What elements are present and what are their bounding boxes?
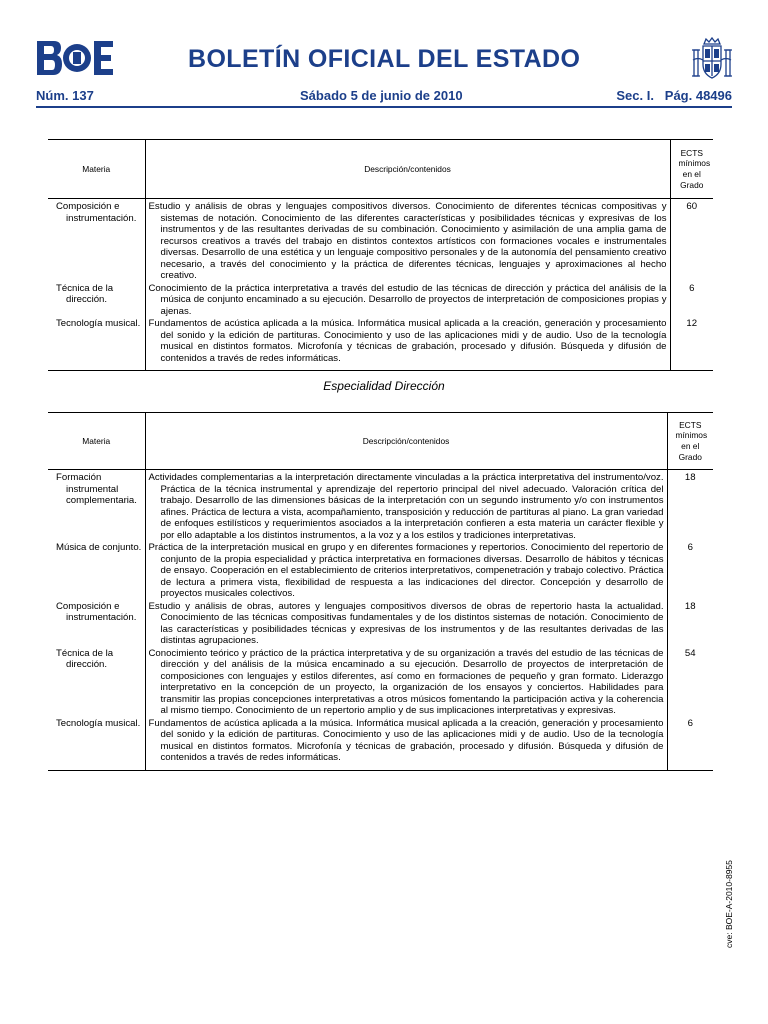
section-heading: Especialidad Dirección	[323, 379, 445, 393]
row-ects: 60	[686, 201, 698, 212]
row-ects: 6	[687, 542, 693, 553]
row-descripcion: Estudio y análisis de obras y lenguajes compositivos diversos. Conocimiento de diferentes técnicas compositivas y sistemas de notación. Conocimiento de las diferentes características y posibilidades técnicas y expresivas de los instrumentos y de las resultantes derivadas de su combinación. Conocimiento y asimilación de una amplia gama de recursos creativos a través del trabajo en distintos contextos artísticos con formaciones vocales e instrumentales diversas. Desarrollo de una estética y un lenguaje compositivo personales y de la autonomía del pensamiento creativo necesario, a través del conocimiento y la práctica de diferentes técnicas, lenguajes y aproximaciones al hecho creativo.	[148, 201, 667, 281]
row-materia: Formación instrumental complementaria.	[56, 472, 137, 506]
row-materia: Música de conjunto.	[56, 542, 142, 553]
issue-meta-row	[36, 88, 732, 106]
table-row	[48, 199, 713, 283]
column-header-descripcion: Descripción/contenidos	[145, 140, 670, 199]
row-materia: Tecnología musical.	[56, 318, 141, 329]
coat-of-arms-icon	[690, 36, 734, 84]
header-rule	[36, 106, 732, 108]
row-descripcion: Práctica de la interpretación musical en grupo y en diferentes formaciones y repertorios. Conocimiento del repertorio de conjunto de la propia especialidad y práctica interpretativa en formaciones diversas. Desarrollo de hábitos y técnicas de ensayo. Cooperación en el establecimiento de criterios interpretativos, compenetración y trabajo colectivo. Práctica de lectura a primera vista, flexibilidad de respuesta a las indicaciones del director. Concepción y desarrollo de proyectos musicales colectivos.	[148, 542, 664, 599]
row-descripcion: Actividades complementarias a la interpretación directamente vinculadas a la práctica interpretativa del instrumento/voz. Práctica de la técnica instrumental y aprendizaje del repertorio principal del nivel adecuado. Valoración crítica del trabajo. Desarrollo de las dimensiones básicas de la interpretación con un segundo instrumento y/o con instrumentos afines. Práctica de lectura a vista, acompañamiento, transposición y reducción de partituras al piano. La gran variedad de enfoques estilísticos y requerimientos asociados a la interpretación confieren a esta materia un carácter flexible y por ello adaptable a los distintos instrumentos, a la voz y a los estilos y tradiciones interpretativas.	[148, 472, 664, 541]
table-row	[48, 718, 713, 771]
row-materia: Técnica de la dirección.	[56, 282, 114, 305]
row-materia: Tecnología musical.	[56, 717, 141, 729]
row-materia: Técnica de la dirección.	[56, 647, 114, 670]
table-row	[48, 318, 713, 371]
row-ects: 12	[686, 318, 698, 329]
subjects-table-1	[48, 139, 713, 371]
row-ects: 6	[687, 717, 693, 729]
table-row	[48, 283, 713, 319]
row-ects: 54	[684, 647, 696, 659]
table-row	[48, 648, 713, 718]
row-descripcion: Conocimiento de la práctica interpretativa a través del estudio de las técnicas de dirección y práctica del análisis de la música de conjunto encaminado a su ejecución. Desarrollo de proyectos de interpretación de composiciones propias y ajenas.	[148, 282, 667, 317]
row-descripcion: Fundamentos de acústica aplicada a la música. Informática musical aplicada a la creación, generación y procesamiento del sonido y la edición de partituras. Conocimiento y uso de las aplicaciones midi y de audio. Uso de la tecnología musical en distintos formatos. Microfonía y técnicas de grabación, procesado y difusión. Búsqueda y difusión de contenidos a través de redes informáticas.	[148, 717, 664, 763]
cve-identifier: cve: BOE-A-2010-8955	[724, 860, 734, 948]
table-row	[48, 470, 713, 543]
row-materia: Composición e instrumentación.	[56, 600, 137, 623]
column-header-ects: ECTS mínimos en el Grado	[667, 413, 713, 470]
column-header-materia: Materia	[48, 140, 145, 199]
row-ects: 6	[689, 282, 695, 294]
row-ects: 18	[684, 472, 696, 483]
row-descripcion: Estudio y análisis de obras, autores y lenguajes compositivos diversos de obras de repertorio hasta la actualidad. Conocimiento de las técnicas compositivas fundamentales y de los distintos sistemas de notación. Conocimiento de las características y posibilidades técnicas y expresivas de los instrumentos y de las resultantes derivadas de las distintas agrupaciones.	[148, 600, 664, 646]
column-header-descripcion: Descripción/contenidos	[145, 413, 667, 470]
column-header-materia: Materia	[48, 413, 145, 470]
row-ects: 18	[684, 600, 696, 612]
row-materia: Composición e instrumentación.	[56, 201, 137, 224]
table-row	[48, 601, 713, 648]
row-descripcion: Fundamentos de acústica aplicada a la música. Informática musical aplicada a la creación, generación y procesamiento del sonido y la edición de partituras. Conocimiento y uso de las aplicaciones midi y de audio. Uso de la tecnología musical en distintos formatos. Microfonía y técnicas de grabación, procesado y difusión. Búsqueda y difusión de contenidos a través de redes informáticas.	[148, 318, 667, 364]
table-row	[48, 542, 713, 601]
boe-logo	[36, 40, 114, 76]
gazette-title: BOLETÍN OFICIAL DEL ESTADO	[188, 45, 581, 73]
issue-number: Núm. 137	[36, 88, 94, 103]
column-header-ects: ECTS mínimos en el Grado	[670, 140, 713, 199]
issue-date: Sábado 5 de junio de 2010	[300, 88, 463, 103]
row-descripcion: Conocimiento teórico y práctico de la práctica interpretativa y de su organización a través del estudio de las técnicas de dirección y del análisis de la música encaminado a su ejecución. Desarrollo de proyectos de interpretación de composiciones con lenguajes y estilos diferentes, así como en formaciones de pequeño y gran formato. Liderazgo interpretativo en la concepción de un proyecto, la organización de los ensayos y conciertos. Habilidades para transmitir las propias concepciones interpretativas a otros músicos fomentando la participación activa y la coherencia al mismo tiempo. Conocimiento de un repertorio amplio y de sus implicaciones interpretativas y expresivas.	[148, 647, 664, 716]
subjects-table-2	[48, 412, 713, 771]
section-page-ref: Sec. I. Pág. 48496	[616, 88, 732, 103]
